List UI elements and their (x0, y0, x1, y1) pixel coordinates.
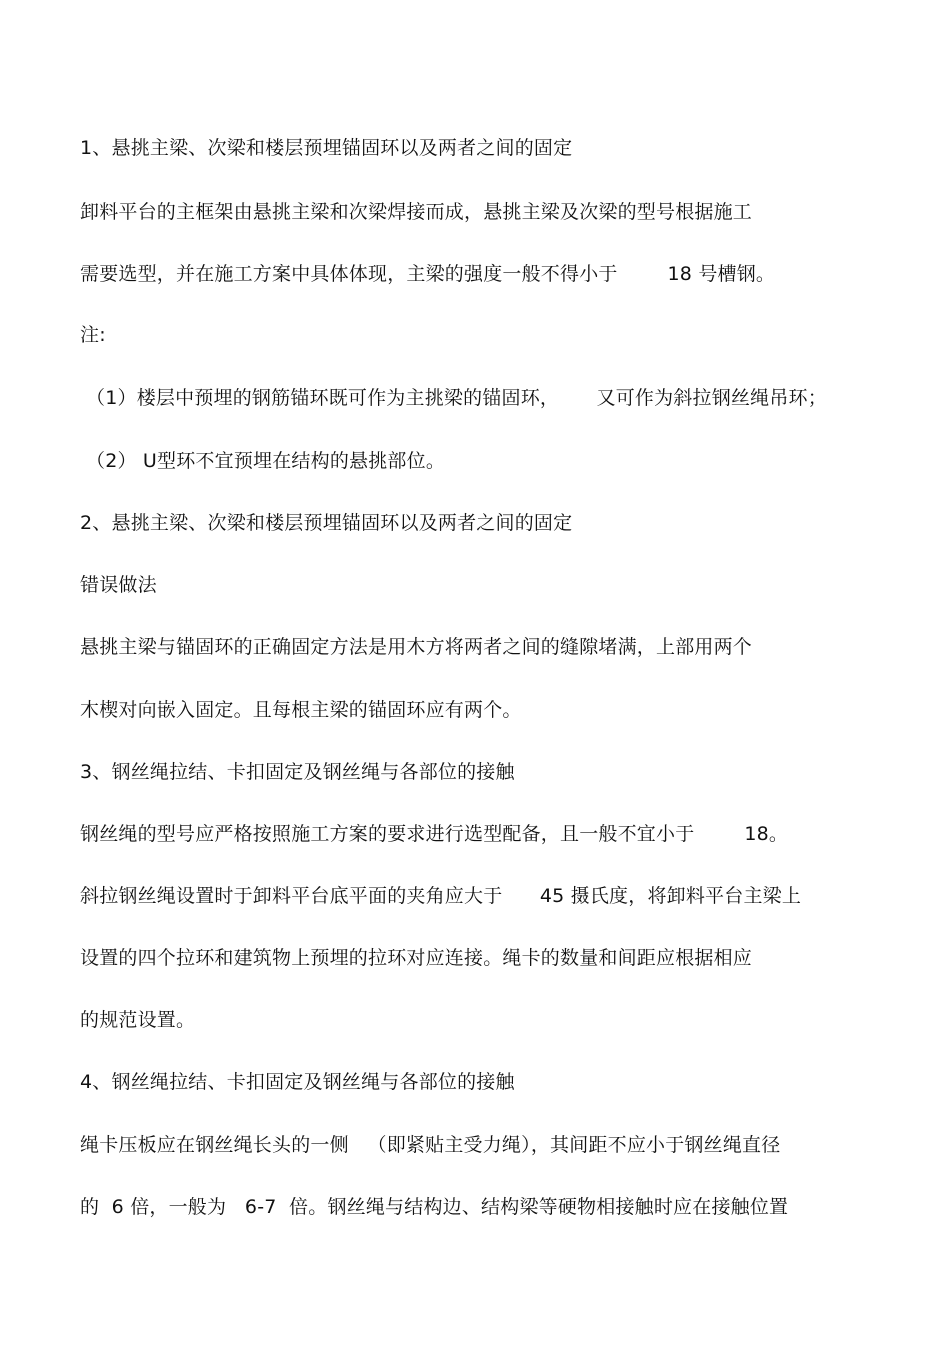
paragraph-line: 悬挑主梁与锚固环的正确固定方法是用木方将两者之间的缝隙堵满，上部用两个 (80, 636, 753, 658)
heading-2: 2、悬挑主梁、次梁和楼层预埋锚固环以及两者之间的固定 (80, 512, 573, 534)
paragraph-line: 钢丝绳的型号应严格按照施工方案的要求进行选型配备，且一般不宜小于 18。 (80, 823, 789, 845)
paragraph-line: 的 6 倍，一般为 6-7 倍。钢丝绳与结构边、结构梁等硬物相接触时应在接触位置 (80, 1196, 789, 1218)
note-item-2: （2） U型环不宜预埋在结构的悬挑部位。 (86, 450, 446, 472)
paragraph-line: 需要选型，并在施工方案中具体体现，主梁的强度一般不得小于 18 号槽钢。 (80, 263, 776, 285)
paragraph-line: 木楔对向嵌入固定。且每根主梁的锚固环应有两个。 (80, 699, 522, 721)
heading-1: 1、悬挑主梁、次梁和楼层预埋锚固环以及两者之间的固定 (80, 137, 573, 159)
heading-3: 3、钢丝绳拉结、卡扣固定及钢丝绳与各部位的接触 (80, 761, 515, 783)
paragraph-line: 的规范设置。 (80, 1009, 196, 1031)
paragraph-line: 设置的四个拉环和建筑物上预埋的拉环对应连接。绳卡的数量和间距应根据相应 (80, 947, 753, 969)
note-item-1: （1）楼层中预埋的钢筋锚环既可作为主挑梁的锚固环， 又可作为斜拉钢丝绳吊环； (86, 387, 827, 409)
paragraph-line: 绳卡压板应在钢丝绳长头的一侧 （即紧贴主受力绳），其间距不应小于钢丝绳直径 (80, 1134, 781, 1156)
paragraph-line: 卸料平台的主框架由悬挑主梁和次梁焊接而成，悬挑主梁及次梁的型号根据施工 (80, 201, 753, 223)
paragraph-line: 错误做法 (80, 574, 157, 596)
paragraph-line: 斜拉钢丝绳设置时于卸料平台底平面的夹角应大于 45 摄氏度，将卸料平台主梁上 (80, 885, 802, 907)
heading-4: 4、钢丝绳拉结、卡扣固定及钢丝绳与各部位的接触 (80, 1071, 515, 1093)
note-label: 注: (80, 324, 106, 346)
